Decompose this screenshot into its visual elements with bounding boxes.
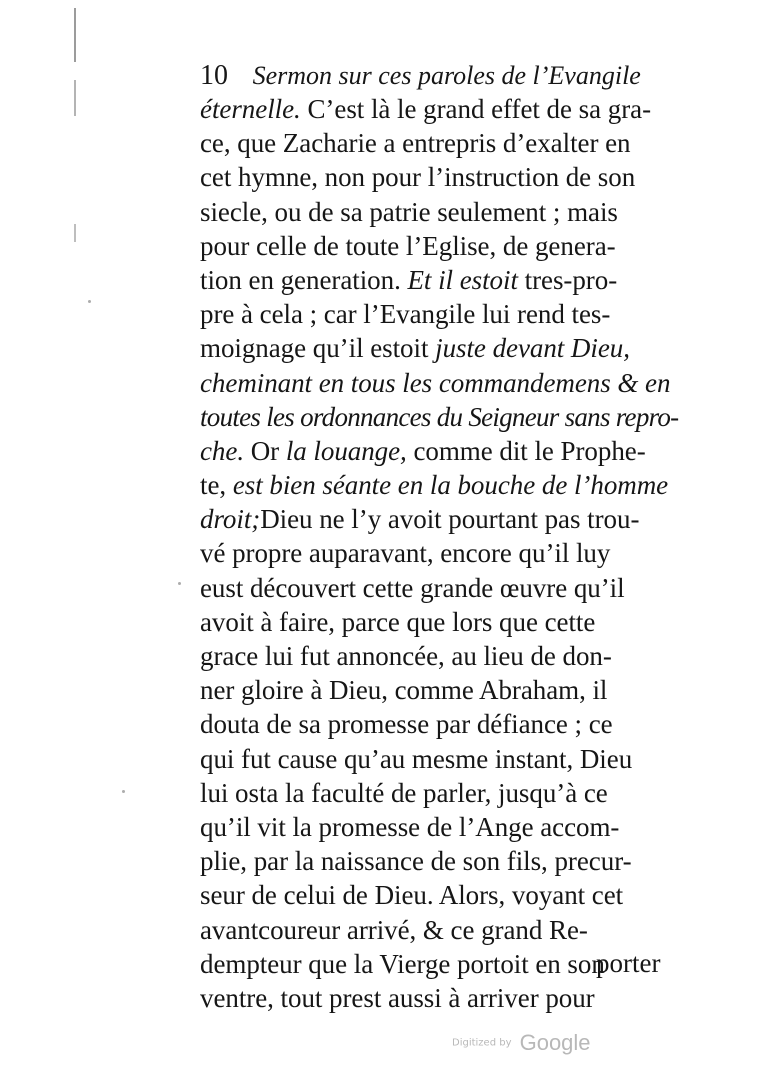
text-line [200,605,680,639]
text-run: vé propre auparavant, encore qu’il luy [200,538,611,569]
text-run: douta de sa promesse par défiance ; ce [200,709,613,740]
text-line [200,92,680,126]
running-head: Sermon sur ces paroles de l’Evangile [252,61,641,90]
text-line [200,229,680,263]
text-line [200,297,680,331]
text-line [200,468,680,502]
text-line [200,878,680,912]
text-run: seur de celui de Dieu. Alors, voyant cet [200,880,624,911]
text-run: pre à cela ; car l’Evangile lui rend tes- [200,299,611,330]
watermark-prefix: Digitized by [452,1037,512,1049]
text-run: lui osta la faculté de parler, jusqu’à ce [200,777,608,808]
text-run: Or [244,435,280,466]
margin-rule [74,8,76,908]
text-run: Dieu ne l’y avoit pourtant pas trou- [260,504,640,535]
italic-run: droit; [200,504,261,535]
italic-run: cheminant en tous les commandemens & en [200,367,671,398]
text-line [200,366,680,400]
text-run: moignage qu’il estoit [200,333,429,364]
catchword: porter [596,948,661,978]
text-run: tres-pro- [517,264,618,295]
text-line [200,844,680,878]
italic-run: juste devant Dieu, [428,333,630,364]
text-line [200,810,680,844]
text-run: cet hymne, non pour l’instruction de son [200,162,636,193]
text-line [200,126,680,160]
text-line [200,673,680,707]
text-line [200,160,680,194]
italic-run: éternelle. [200,94,301,124]
text-run: ner gloire à Dieu, comme Abraham, il [200,675,608,706]
page-number: 10 [200,60,228,91]
page-header [200,56,670,96]
text-run: comme dit le Prophe- [406,435,646,466]
text-line [200,502,680,536]
text-run: C’est là le grand effet de sa gra- [300,94,652,124]
ink-speck [122,790,125,793]
text-line [200,742,680,776]
text-run: te, [200,470,227,501]
body-text [200,92,680,1015]
text-line [200,195,680,229]
ink-speck [88,300,91,303]
text-line [200,263,680,297]
digitization-watermark [452,1030,591,1060]
italic-run: che. [200,435,245,466]
italic-run: toutes les ordonnances du Seigneur sans repro- [200,401,679,432]
italic-run: est bien séante en la bouche de l’homme [226,470,669,501]
text-run: siecle, ou de sa patrie seulement ; mais [200,196,618,227]
text-line [200,331,680,365]
text-line [200,400,680,434]
text-line [200,707,680,741]
text-run: tion en generation. [200,264,401,295]
text-run: dempteur que la Vierge portoit en son [200,948,605,979]
text-line [200,434,680,468]
italic-run: Et il estoit [400,264,518,295]
text-line [200,913,680,947]
italic-run: la louange, [279,435,407,466]
ink-speck [178,582,181,585]
text-run: qu’il vit la promesse de l’Ange accom- [200,811,620,842]
text-run: qui fut cause qu’au mesme instant, Dieu [200,743,633,774]
text-run: eust découvert cette grande œuvre qu’il [200,572,625,603]
google-logo: Google [519,1030,591,1055]
text-run: avantcoureur arrivé, & ce grand Re- [200,914,588,945]
text-run: ventre, tout prest aussi à arriver pour [200,982,595,1013]
text-line [200,776,680,810]
text-run: plie, par la naissance de son fils, precur- [200,846,632,877]
text-run: grace lui fut annoncée, au lieu de don- [200,641,612,671]
text-line [200,981,680,1015]
text-line [200,571,680,605]
text-line [200,639,680,673]
text-run: pour celle de toute l’Eglise, de genera- [200,230,616,261]
text-run: ce, que Zacharie a entrepris d’exalter en [200,128,631,159]
text-line [200,536,680,570]
text-run: avoit à faire, parce que lors que cette [200,606,596,637]
